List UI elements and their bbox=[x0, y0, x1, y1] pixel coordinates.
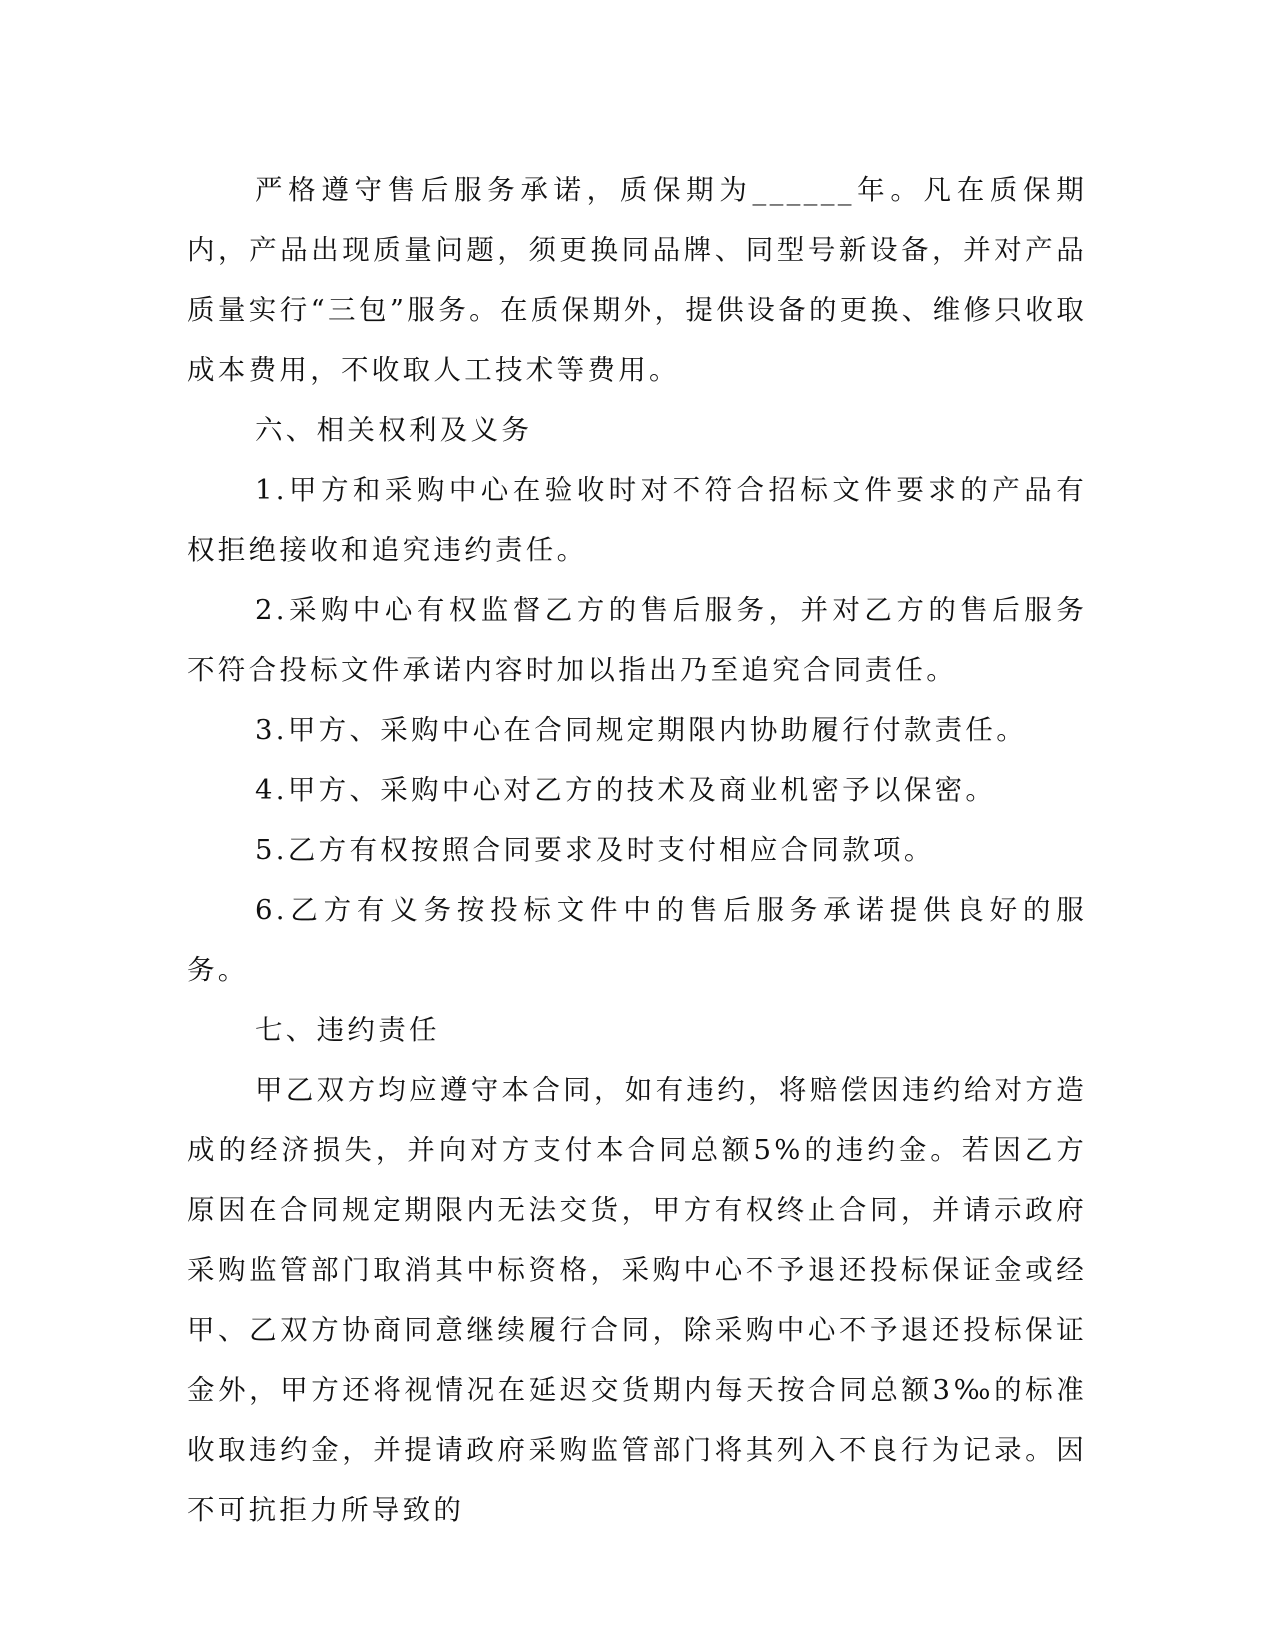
clause-item-5: 5.乙方有权按照合同要求及时支付相应合同款项。 bbox=[255, 834, 935, 866]
breach-paragraph: 甲乙双方均应遵守本合同，如有违约，将赔偿因违约给对方造成的经济损失，并向对方支付本合同总额5%的违约金。若因乙方原因在合同规定期限内无法交货，甲方有权终止合同，并请示政府采购监管部门取消其中标资格，采购中心不予退还投标保证金或经甲、乙双方协商同意继续履行合同，除采购中心不予退还投标保证金外，甲方还将视情况在延迟交货期内每天按合同总额3‰的标准收取违约金，并提请政府采购监管部门将其列入不良行为记录。因不可抗拒力所导致的 bbox=[187, 1074, 1087, 1526]
clause-item-3: 3.甲方、采购中心在合同规定期限内协助履行付款责任。 bbox=[255, 714, 1028, 746]
section-heading-rights-obligations: 六、相关权利及义务 bbox=[255, 414, 533, 446]
warranty-paragraph: 严格遵守售后服务承诺，质保期为______年。凡在质保期内，产品出现质量问题，须更换同品牌、同型号新设备，并对产品质量实行“三包”服务。在质保期外，提供设备的更换、维修只收取成本费用，不收取人工技术等费用。 bbox=[187, 174, 1087, 386]
section-heading-breach-liability: 七、违约责任 bbox=[255, 1014, 440, 1046]
clause-item-2: 2.采购中心有权监督乙方的售后服务，并对乙方的售后服务不符合投标文件承诺内容时加以指出乃至追究合同责任。 bbox=[187, 594, 1087, 686]
clause-item-6: 6.乙方有义务按投标文件中的售后服务承诺提供良好的服务。 bbox=[187, 894, 1087, 986]
clause-item-1: 1.甲方和采购中心在验收时对不符合招标文件要求的产品有权拒绝接收和追究违约责任。 bbox=[187, 474, 1087, 566]
clause-item-4: 4.甲方、采购中心对乙方的技术及商业机密予以保密。 bbox=[255, 774, 997, 806]
document-body bbox=[187, 160, 1087, 1540]
